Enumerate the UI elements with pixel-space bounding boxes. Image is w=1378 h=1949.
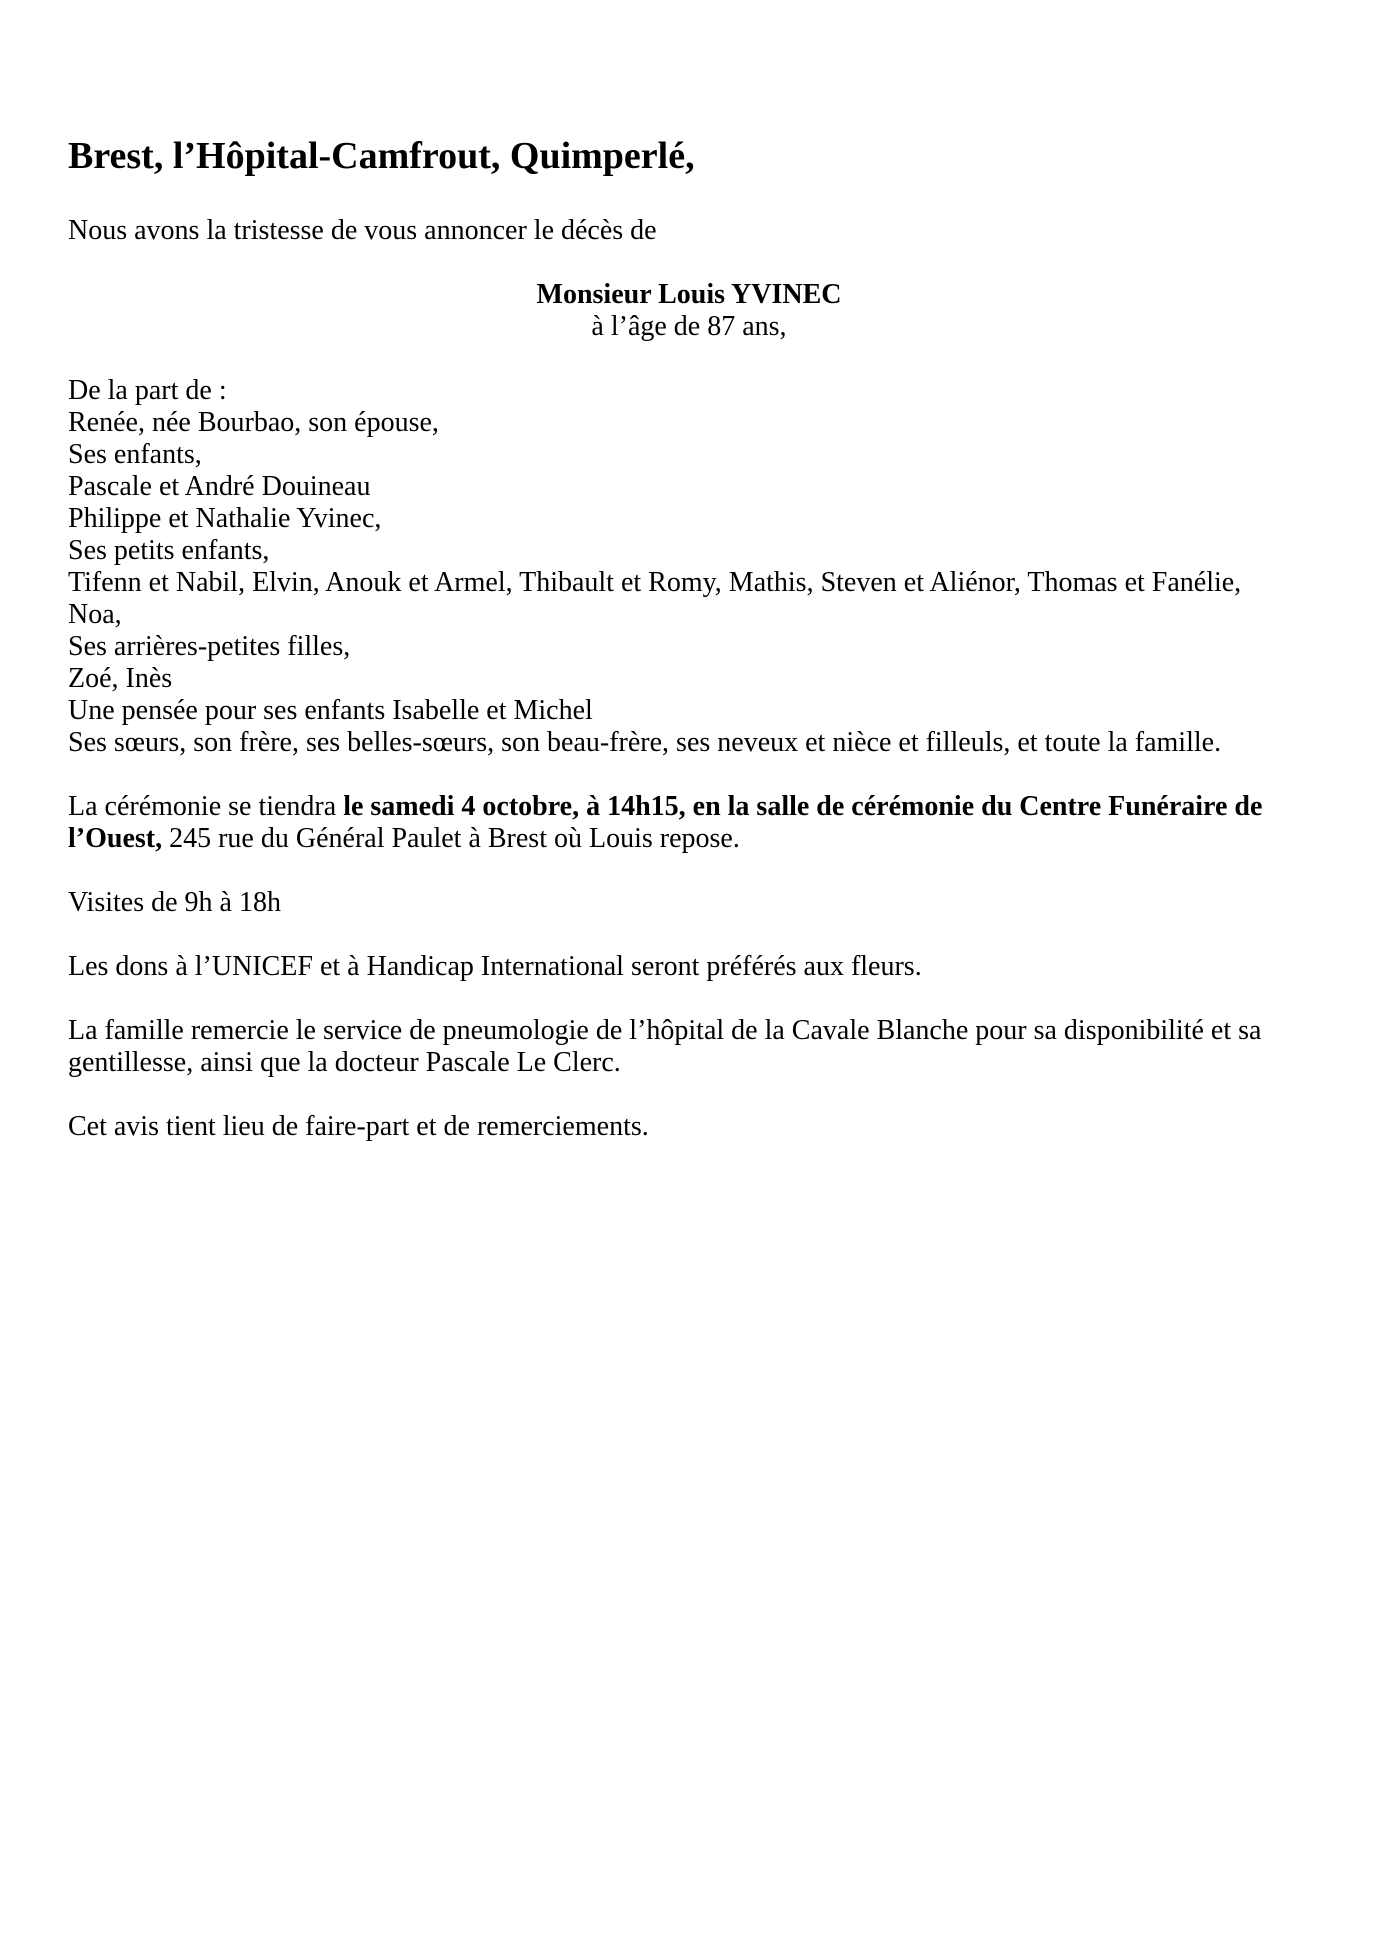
family-line: Philippe et Nathalie Yvinec, <box>68 502 382 534</box>
deceased-name: Monsieur Louis YVINEC <box>536 278 842 310</box>
ceremony-text-tail: 245 rue du Général Paulet à Brest où Louis repose. <box>162 822 740 854</box>
family-line: Une pensée pour ses enfants Isabelle et Michel <box>68 694 593 726</box>
family-line: Ses sœurs, son frère, ses belles-sœurs, son beau-frère, ses neveux et nièce et filleuls, et toute la famille. <box>68 726 1222 758</box>
intro-line: Nous avons la tristesse de vous annoncer le décès de <box>68 214 657 246</box>
family-list <box>68 375 1310 759</box>
deceased-age-line: à l’âge de 87 ans, <box>591 310 787 342</box>
family-line: Pascale et André Douineau <box>68 470 371 502</box>
closing-line: Cet avis tient lieu de faire-part et de remerciements. <box>68 1110 649 1142</box>
family-line: Ses arrières-petites filles, <box>68 630 351 662</box>
family-line: Ses enfants, <box>68 438 202 470</box>
donations-line: Les dons à l’UNICEF et à Handicap International seront préférés aux fleurs. <box>68 950 922 982</box>
thanks-paragraph: La famille remercie le service de pneumologie de l’hôpital de la Cavale Blanche pour sa disponibilité et sa gentillesse, ainsi que la docteur Pascale Le Clerc. <box>68 1014 1262 1078</box>
page-title: Brest, l’Hôpital-Camfrout, Quimperlé, <box>68 135 695 177</box>
family-line: Renée, née Bourbao, son épouse, <box>68 406 439 438</box>
ceremony-text-lead: La cérémonie se tiendra <box>68 790 344 822</box>
ceremony-text-bold: le samedi 4 octobre, à 14h15, en la salle de cérémonie du Centre Funéraire de l’Ouest, <box>68 790 1263 854</box>
family-line: Zoé, Inès <box>68 662 173 694</box>
family-line: Ses petits enfants, <box>68 534 270 566</box>
ceremony-paragraph <box>68 791 1310 855</box>
family-line: Tifenn et Nabil, Elvin, Anouk et Armel, Thibault et Romy, Mathis, Steven et Aliénor, Thomas et Fanélie, <box>68 566 1242 598</box>
deceased-block <box>68 279 1310 343</box>
family-line: De la part de : <box>68 374 227 406</box>
family-line: Noa, <box>68 598 122 630</box>
visits-line: Visites de 9h à 18h <box>68 886 281 918</box>
